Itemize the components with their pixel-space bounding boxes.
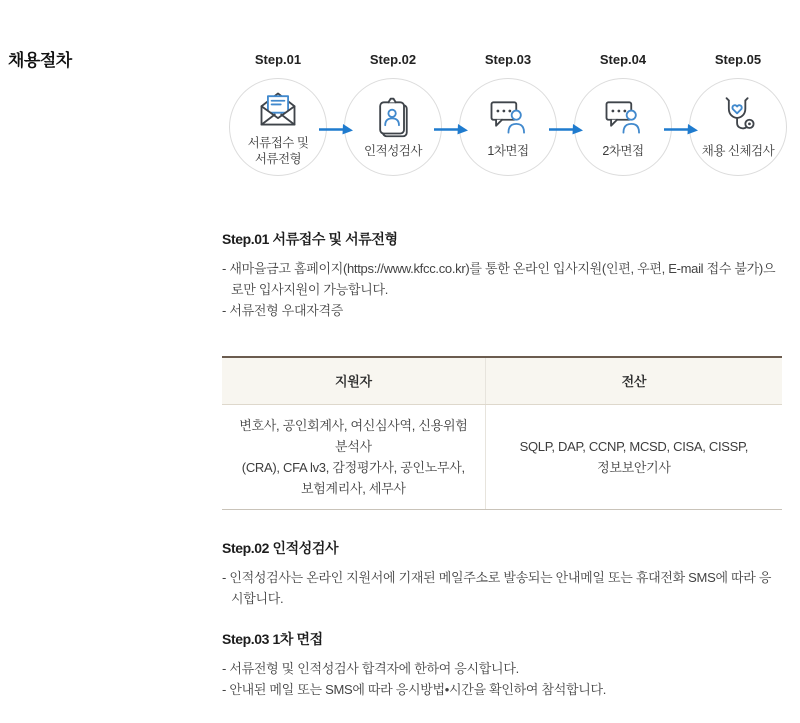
step-name: 서류접수 및 서류전형 [247, 135, 309, 166]
it-qualifications-cell: SQLP, DAP, CCNP, MCSD, CISA, CISSP, 정보보안기사 [485, 404, 782, 509]
step-circle [229, 78, 327, 176]
bullet-item: - 안내된 메일 또는 SMS에 따라 응시방법•시간을 확인하여 참석합니다. [222, 682, 607, 697]
bullet-list [222, 258, 782, 321]
bullet-item: - 서류전형 우대자격증 [222, 303, 343, 318]
bullet-item: - 새마을금고 홈페이지(https://www.kfcc.co.kr)를 통한 온라인 입사지원(인편, 우편, E-mail 접수 불가)으로만 입사지원이 가능합니다. [222, 261, 776, 297]
section-step02 [222, 538, 782, 609]
step-number: Step.03 [484, 52, 532, 67]
process-step-3 [459, 52, 557, 176]
step-number: Step.01 [254, 52, 302, 67]
step-name: 1차면접 [487, 143, 529, 158]
section-heading: Step.01 서류접수 및 서류전형 [222, 231, 398, 247]
table-row [222, 404, 782, 509]
arrow-right-icon [548, 121, 584, 137]
applicant-qualifications-cell: 변호사, 공인회계사, 여신심사역, 신용위험분석사 (CRA), CFA lv3, 감정평가사, 공인노무사, 보험계리사, 세무사 [222, 404, 485, 509]
arrow-right-icon [318, 121, 354, 137]
section-heading: Step.02 인적성검사 [222, 540, 339, 556]
step-circle [344, 78, 442, 176]
section-step01 [222, 229, 782, 321]
chat-person-icon [601, 95, 645, 139]
process-step-1 [229, 52, 327, 176]
bullet-item: - 서류전형 및 인적성검사 합격자에 한하여 응시합니다. [222, 661, 519, 676]
bullet-list [222, 567, 782, 609]
step-number: Step.04 [599, 52, 647, 67]
stethoscope-heart-icon [716, 95, 760, 139]
step-circle [459, 78, 557, 176]
step-circle [689, 78, 787, 176]
step-name: 채용 신체검사 [701, 143, 775, 158]
arrow-right-icon [663, 121, 699, 137]
clipboard-person-icon [371, 95, 415, 139]
qualification-table [222, 356, 782, 510]
step-circle [574, 78, 672, 176]
step-name: 2차면접 [602, 143, 644, 158]
page-title: 채용절차 [8, 51, 72, 70]
process-step-2 [344, 52, 442, 176]
bullet-item: - 인적성검사는 온라인 지원서에 기재된 메일주소로 발송되는 안내메일 또는 휴대전화 SMS에 따라 응시합니다. [222, 570, 772, 606]
arrow-right-icon [433, 121, 469, 137]
chat-person-icon [486, 95, 530, 139]
envelope-icon [256, 87, 300, 131]
table-header-it: 전산 [485, 357, 782, 404]
section-step03 [222, 629, 782, 700]
process-step-4 [574, 52, 672, 176]
section-heading: Step.03 1차 면접 [222, 631, 323, 647]
table-header-applicant: 지원자 [222, 357, 485, 404]
bullet-list [222, 658, 782, 700]
step-number: Step.02 [369, 52, 417, 67]
step-number: Step.05 [714, 52, 762, 67]
process-step-5 [689, 52, 787, 176]
step-name: 인적성검사 [364, 143, 422, 158]
